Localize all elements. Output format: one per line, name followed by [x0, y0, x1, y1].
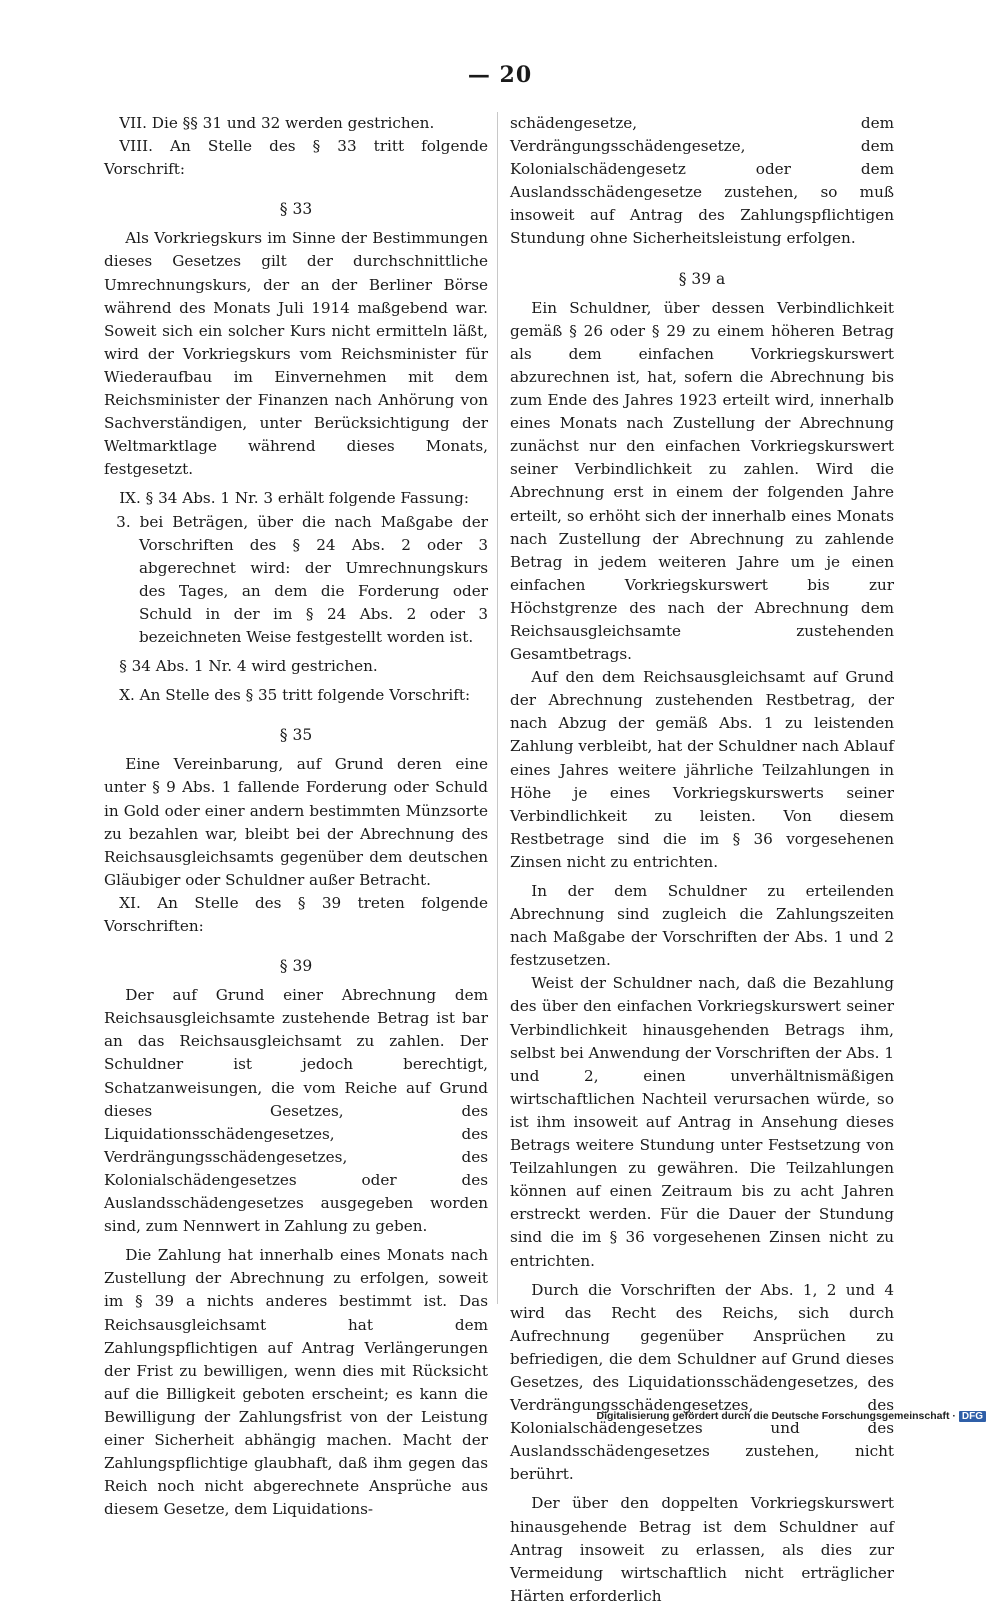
column-divider	[497, 112, 498, 1304]
digitization-credit-text: Digitalisierung gefördert durch die Deutsche Forschungsgemeinschaft ·	[596, 1410, 956, 1422]
paragraph-39a-abs3: In der dem Schuldner zu erteilenden Abrechnung sind zugleich die Zahlungszeiten nach Maßgabe der Vorschriften der Abs. 1 und 2 festzusetzen.	[510, 882, 894, 970]
section-heading-39: § 39	[279, 957, 313, 976]
page-number: — 20	[467, 62, 533, 88]
digitization-credit	[597, 1410, 987, 1422]
paragraph-39a-abs4: Weist der Schuldner nach, daß die Bezahlung des über den einfachen Vorkriegskurswert seiner Verbindlichkeit hinausgehenden Betrags ihm, selbst bei Anwendung der Vorschriften der Abs. 1 und 2, einen unverhältnismäßigen wirtschaftlichen Nachteil verursachen würde, so ist ihm insoweit auf Antrag in Ansehung dieses Betrags weitere Stundung unter Festsetzung von Teilzahlungen zu gewähren. Die Teilzahlungen können auf einen Zeitraum bis zu acht Jahren erstreckt werden. Für die Dauer der Stundung sind die im § 36 vorgesehenen Zinsen nicht zu entrichten.	[510, 974, 894, 1270]
dfg-logo: DFG	[959, 1411, 986, 1422]
left-column	[104, 112, 488, 1521]
paragraph-roman-vii: VII. Die §§ 31 und 32 werden gestrichen.	[119, 114, 435, 132]
paragraph-39a-abs6: Der über den doppelten Vorkriegskurswert hinausgehende Betrag ist dem Schuldner auf Antrag insoweit zu erlassen, als dies zur Vermeidung wirtschaftlich nicht erträglicher Härten erforderlich	[510, 1494, 894, 1605]
section-heading-35: § 35	[279, 726, 313, 745]
paragraph-33-body: Als Vorkriegskurs im Sinne der Bestimmungen dieses Gesetzes gilt der durchschnittliche Umrechnungskurs, der an der Berliner Börse während des Monats Juli 1914 maßgebend war. Soweit sich ein solcher Kurs nicht ermitteln läßt, wird der Vorkriegskurs vom Reichsminister für Wiederaufbau im Einvernehmen mit dem Reichsminister der Finanzen nach Anhörung von Sachverständigen, unter Berücksichtigung der Weltmarktlage während dieses Monats, festgesetzt.	[104, 229, 488, 479]
paragraph-39a-abs5: Durch die Vorschriften der Abs. 1, 2 und 4 wird das Recht des Reichs, sich durch Aufrechnung gegenüber Ansprüchen zu befriedigen, die dem Schuldner auf Grund dieses Gesetzes, des Liquidationsschädengesetzes, des Verdrängungsschädengesetzes, des Kolonialschädengesetzes und des Auslandsschädengesetzes zustehen, nicht berührt.	[510, 1280, 894, 1484]
paragraph-continuation: schädengesetze, dem Verdrängungsschädengesetze, dem Kolonialschädengesetz oder dem Auslandsschädengesetze zustehen, so muß insoweit auf Antrag des Zahlungspflichtigen Stundung ohne Sicherheitsleistung erfolgen.	[510, 114, 894, 248]
paragraph-roman-xi: XI. An Stelle des § 39 treten folgende Vorschriften:	[104, 893, 488, 935]
paragraph-35-body: Eine Vereinbarung, auf Grund deren eine unter § 9 Abs. 1 fallende Forderung oder Schuld in Gold oder einer andern bestimmten Münzsorte zu bezahlen war, bleibt bei der Abrechnung des Reichsausgleichsamts gegenüber dem deutschen Gläubiger oder Schuldner außer Betracht.	[104, 755, 488, 889]
paragraph-34-nr4: § 34 Abs. 1 Nr. 4 wird gestrichen.	[119, 657, 378, 676]
paragraph-roman-viii: VIII. An Stelle des § 33 tritt folgende Vorschrift:	[104, 137, 488, 179]
paragraph-roman-ix: IX. § 34 Abs. 1 Nr. 3 erhält folgende Fassung:	[119, 489, 469, 508]
paragraph-39a-abs1: Ein Schuldner, über dessen Verbindlichkeit gemäß § 26 oder § 29 zu einem höheren Betrag als dem einfachen Vorkriegskurswert abzurechnen ist, hat, sofern die Abrechnung bis zum Ende des Jahres 1923 erteilt wird, innerhalb eines Monats nach Zustellung der Abrechnung zunächst nur den einfachen Vorkriegskurswert seiner Verbindlichkeit zu zahlen. Wird die Abrechnung erst in einem der folgenden Jahre erteilt, so erhöht sich der innerhalb eines Monats nach Zustellung der Abrechnung zu zahlende Betrag in jedem weiteren Jahre um je einen einfachen Vorkriegskurswert bis zur Höchstgrenze des nach der Abrechnung dem Reichsausgleichsamte zustehenden Gesamtbetrags.	[510, 298, 894, 664]
paragraph-39-body-1: Der auf Grund einer Abrechnung dem Reichsausgleichsamte zustehende Betrag ist bar an das Reichsausgleichsamt zu zahlen. Der Schuldner ist jedoch berechtigt, Schatzanweisungen, die vom Reiche auf Grund dieses Gesetzes, des Liquidationsschädengesetzes, des Verdrängungsschädengesetzes, des Kolonialschädengesetzes oder des Auslandsschädengesetzes ausgegeben worden sind, zum Nennwert in Zahlung zu geben.	[104, 986, 488, 1236]
section-heading-39a: § 39 a	[678, 269, 726, 288]
section-heading-33: § 33	[279, 200, 313, 219]
paragraph-39a-abs2: Auf den dem Reichsausgleichsamt auf Grund der Abrechnung zustehenden Restbetrag, der nach Abzug der gemäß Abs. 1 zu leistenden Zahlung verbleibt, hat der Schuldner nach Ablauf eines Jahres weitere jährliche Teilzahlungen in Höhe je eines Vorkriegskurswerts seiner Verbindlichkeit zu leisten. Von diesem Restbetrage sind die im § 36 vorgesehenen Zinsen nicht zu entrichten.	[510, 668, 894, 871]
paragraph-39-body-2: Die Zahlung hat innerhalb eines Monats nach Zustellung der Abrechnung zu erfolgen, soweit im § 39 a nichts anderes bestimmt ist. Das Reichsausgleichsamt hat dem Zahlungspflichtigen auf Antrag Verlängerungen der Frist zu bewilligen, wenn dies mit Rücksicht auf die Billigkeit geboten erscheint; es kann die Bewilligung der Zahlungsfrist von der Leistung einer Sicherheit abhängig machen. Macht der Zahlungspflichtige glaubhaft, daß ihm gegen das Reich noch nicht abgerechnete Ansprüche aus diesem Gesetze, dem Liquidations-	[104, 1246, 488, 1519]
right-column	[510, 112, 894, 1608]
paragraph-roman-x: X. An Stelle des § 35 tritt folgende Vorschrift:	[119, 686, 471, 705]
list-item-nr-3: 3. bei Beträgen, über die nach Maßgabe der Vorschriften des § 24 Abs. 2 oder 3 abgerechnet wird: der Umrechnungskurs des Tages, an dem die Forderung oder Schuld in der im § 24 Abs. 2 oder 3 bezeichneten Weise festgestellt worden ist.	[116, 512, 488, 646]
